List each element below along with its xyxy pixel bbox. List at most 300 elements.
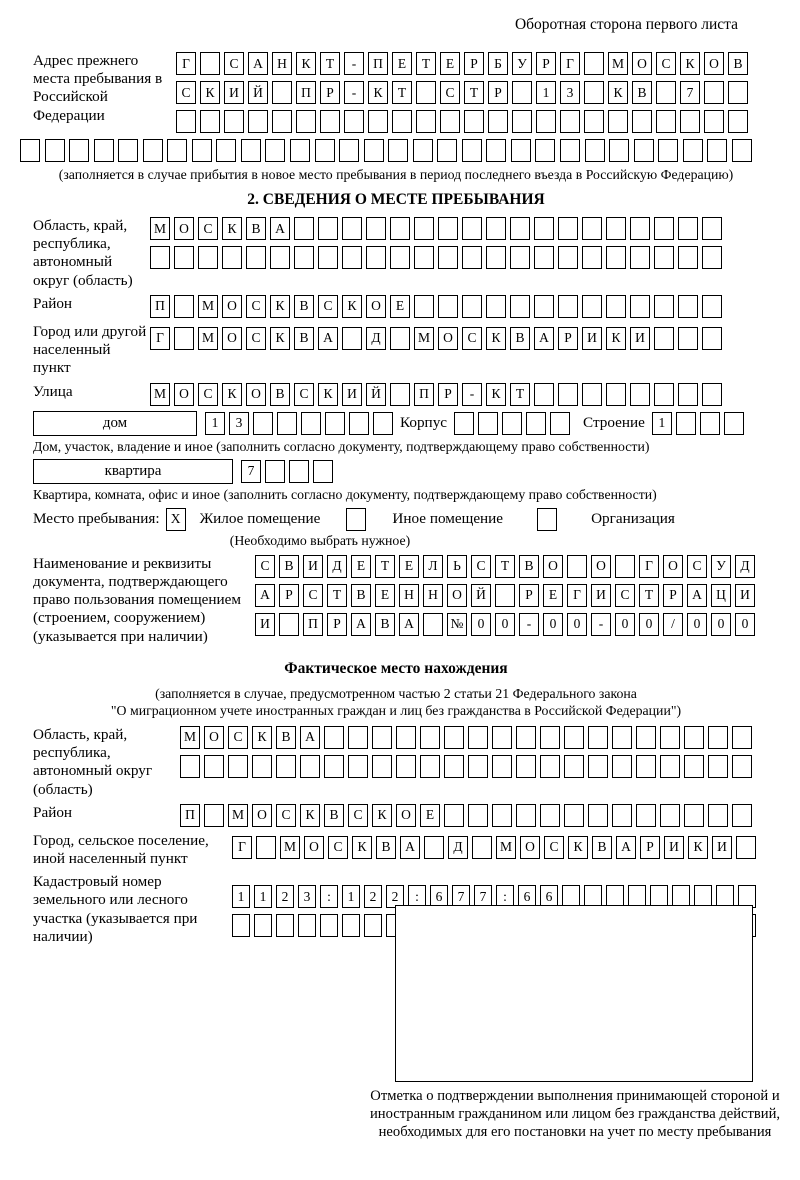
- char-box[interactable]: С: [246, 295, 266, 318]
- char-box[interactable]: А: [616, 836, 636, 859]
- char-box[interactable]: 3: [229, 412, 249, 435]
- char-box[interactable]: [315, 139, 335, 162]
- char-box[interactable]: Р: [519, 584, 539, 607]
- char-box[interactable]: И: [342, 383, 362, 406]
- char-box[interactable]: Т: [375, 555, 395, 578]
- char-box[interactable]: [516, 804, 536, 827]
- char-box[interactable]: И: [582, 327, 602, 350]
- char-box[interactable]: [564, 726, 584, 749]
- char-box[interactable]: [702, 246, 722, 269]
- char-box[interactable]: [510, 217, 530, 240]
- char-box[interactable]: С: [198, 217, 218, 240]
- char-box[interactable]: Р: [663, 584, 683, 607]
- char-box[interactable]: М: [180, 726, 200, 749]
- char-box[interactable]: А: [248, 52, 268, 75]
- char-box[interactable]: [420, 726, 440, 749]
- char-box[interactable]: Г: [150, 327, 170, 350]
- char-box[interactable]: [612, 804, 632, 827]
- char-box[interactable]: [318, 246, 338, 269]
- char-box[interactable]: С: [246, 327, 266, 350]
- char-box[interactable]: О: [447, 584, 467, 607]
- char-box[interactable]: [510, 295, 530, 318]
- char-box[interactable]: К: [300, 804, 320, 827]
- char-box[interactable]: Т: [495, 555, 515, 578]
- char-box[interactable]: [654, 217, 674, 240]
- oblast-row-1[interactable]: [150, 217, 722, 240]
- char-box[interactable]: 7: [241, 460, 261, 483]
- char-box[interactable]: [535, 139, 555, 162]
- char-box[interactable]: Р: [438, 383, 458, 406]
- char-box[interactable]: [488, 110, 508, 133]
- char-box[interactable]: [608, 110, 628, 133]
- factual-oblast-row-2[interactable]: [180, 755, 752, 778]
- char-box[interactable]: [342, 217, 362, 240]
- char-box[interactable]: [290, 139, 310, 162]
- char-box[interactable]: Й: [471, 584, 491, 607]
- char-box[interactable]: О: [663, 555, 683, 578]
- char-box[interactable]: О: [438, 327, 458, 350]
- char-box[interactable]: И: [735, 584, 755, 607]
- char-box[interactable]: [676, 412, 696, 435]
- char-box[interactable]: [612, 726, 632, 749]
- char-box[interactable]: И: [664, 836, 684, 859]
- char-box[interactable]: Д: [448, 836, 468, 859]
- char-box[interactable]: [468, 804, 488, 827]
- char-box[interactable]: 6: [518, 885, 536, 908]
- char-box[interactable]: [414, 217, 434, 240]
- char-box[interactable]: [630, 383, 650, 406]
- char-box[interactable]: К: [568, 836, 588, 859]
- char-box[interactable]: [534, 217, 554, 240]
- char-box[interactable]: Г: [176, 52, 196, 75]
- char-box[interactable]: [20, 139, 40, 162]
- prev-address-row-1[interactable]: [176, 52, 748, 75]
- char-box[interactable]: [174, 246, 194, 269]
- char-box[interactable]: С: [348, 804, 368, 827]
- char-box[interactable]: [289, 460, 309, 483]
- char-box[interactable]: Р: [320, 81, 340, 104]
- char-box[interactable]: [270, 246, 290, 269]
- char-box[interactable]: [276, 755, 296, 778]
- char-box[interactable]: М: [414, 327, 434, 350]
- char-box[interactable]: К: [252, 726, 272, 749]
- char-box[interactable]: 0: [735, 613, 755, 636]
- char-box[interactable]: 3: [560, 81, 580, 104]
- char-box[interactable]: [392, 110, 412, 133]
- char-box[interactable]: [632, 110, 652, 133]
- char-box[interactable]: [582, 217, 602, 240]
- char-box[interactable]: Р: [464, 52, 484, 75]
- char-box[interactable]: А: [351, 613, 371, 636]
- char-box[interactable]: -: [344, 52, 364, 75]
- char-box[interactable]: [630, 217, 650, 240]
- char-box[interactable]: [222, 246, 242, 269]
- char-box[interactable]: [636, 755, 656, 778]
- char-box[interactable]: С: [328, 836, 348, 859]
- char-box[interactable]: [502, 412, 522, 435]
- char-box[interactable]: [454, 412, 474, 435]
- char-box[interactable]: С: [303, 584, 323, 607]
- char-box[interactable]: [198, 246, 218, 269]
- char-box[interactable]: [396, 726, 416, 749]
- oblast-row-2[interactable]: [150, 246, 722, 269]
- char-box[interactable]: К: [342, 295, 362, 318]
- char-box[interactable]: [486, 139, 506, 162]
- char-box[interactable]: [416, 81, 436, 104]
- char-box[interactable]: И: [224, 81, 244, 104]
- char-box[interactable]: [464, 110, 484, 133]
- char-box[interactable]: [486, 217, 506, 240]
- char-box[interactable]: [300, 755, 320, 778]
- char-box[interactable]: [416, 110, 436, 133]
- char-box[interactable]: [252, 755, 272, 778]
- char-box[interactable]: [654, 383, 674, 406]
- char-box[interactable]: [584, 110, 604, 133]
- char-box[interactable]: [702, 327, 722, 350]
- char-box[interactable]: 6: [430, 885, 448, 908]
- char-box[interactable]: С: [198, 383, 218, 406]
- char-box[interactable]: [708, 726, 728, 749]
- char-box[interactable]: [678, 246, 698, 269]
- char-box[interactable]: [708, 755, 728, 778]
- char-box[interactable]: [364, 139, 384, 162]
- char-box[interactable]: [200, 110, 220, 133]
- char-box[interactable]: [320, 914, 338, 937]
- char-box[interactable]: [495, 584, 515, 607]
- char-box[interactable]: П: [180, 804, 200, 827]
- char-box[interactable]: М: [280, 836, 300, 859]
- char-box[interactable]: С: [656, 52, 676, 75]
- char-box[interactable]: В: [294, 327, 314, 350]
- char-box[interactable]: [656, 81, 676, 104]
- char-box[interactable]: В: [510, 327, 530, 350]
- char-box[interactable]: [704, 81, 724, 104]
- char-box[interactable]: [414, 246, 434, 269]
- char-box[interactable]: О: [252, 804, 272, 827]
- char-box[interactable]: [373, 412, 393, 435]
- char-box[interactable]: [368, 110, 388, 133]
- char-box[interactable]: О: [704, 52, 724, 75]
- char-box[interactable]: [660, 755, 680, 778]
- char-box[interactable]: [736, 836, 756, 859]
- char-box[interactable]: С: [440, 81, 460, 104]
- char-box[interactable]: [564, 755, 584, 778]
- stay-type-checkbox-organization[interactable]: [537, 508, 557, 531]
- char-box[interactable]: [192, 139, 212, 162]
- char-box[interactable]: [486, 246, 506, 269]
- char-box[interactable]: Т: [320, 52, 340, 75]
- char-box[interactable]: [486, 295, 506, 318]
- ulitsa-row[interactable]: [150, 383, 722, 406]
- char-box[interactable]: П: [368, 52, 388, 75]
- char-box[interactable]: [615, 555, 635, 578]
- char-box[interactable]: Е: [420, 804, 440, 827]
- char-box[interactable]: [512, 110, 532, 133]
- prev-address-overflow-row[interactable]: [20, 139, 752, 162]
- char-box[interactable]: [540, 755, 560, 778]
- char-box[interactable]: [318, 217, 338, 240]
- char-box[interactable]: К: [688, 836, 708, 859]
- char-box[interactable]: [660, 726, 680, 749]
- char-box[interactable]: [564, 804, 584, 827]
- char-box[interactable]: К: [222, 217, 242, 240]
- char-box[interactable]: С: [615, 584, 635, 607]
- char-box[interactable]: С: [544, 836, 564, 859]
- char-box[interactable]: 0: [495, 613, 515, 636]
- char-box[interactable]: К: [680, 52, 700, 75]
- char-box[interactable]: [612, 755, 632, 778]
- gorod-row[interactable]: [150, 327, 722, 350]
- char-box[interactable]: [224, 110, 244, 133]
- char-box[interactable]: [540, 804, 560, 827]
- char-box[interactable]: [324, 726, 344, 749]
- char-box[interactable]: [424, 836, 444, 859]
- char-box[interactable]: Д: [327, 555, 347, 578]
- char-box[interactable]: А: [318, 327, 338, 350]
- char-box[interactable]: [492, 726, 512, 749]
- char-box[interactable]: С: [294, 383, 314, 406]
- char-box[interactable]: [472, 836, 492, 859]
- char-box[interactable]: X: [166, 508, 186, 531]
- char-box[interactable]: В: [592, 836, 612, 859]
- char-box[interactable]: Е: [392, 52, 412, 75]
- char-box[interactable]: [423, 613, 443, 636]
- char-box[interactable]: [704, 110, 724, 133]
- char-box[interactable]: [348, 726, 368, 749]
- char-box[interactable]: 0: [711, 613, 731, 636]
- document-row-3[interactable]: [255, 613, 755, 636]
- char-box[interactable]: М: [198, 327, 218, 350]
- char-box[interactable]: [630, 246, 650, 269]
- char-box[interactable]: А: [270, 217, 290, 240]
- char-box[interactable]: [437, 139, 457, 162]
- char-box[interactable]: [492, 755, 512, 778]
- char-box[interactable]: [444, 726, 464, 749]
- char-box[interactable]: 7: [680, 81, 700, 104]
- char-box[interactable]: 0: [687, 613, 707, 636]
- char-box[interactable]: А: [687, 584, 707, 607]
- char-box[interactable]: [324, 755, 344, 778]
- char-box[interactable]: [296, 110, 316, 133]
- char-box[interactable]: [174, 327, 194, 350]
- char-box[interactable]: Т: [416, 52, 436, 75]
- char-box[interactable]: К: [368, 81, 388, 104]
- char-box[interactable]: С: [687, 555, 707, 578]
- char-box[interactable]: [732, 139, 752, 162]
- char-box[interactable]: Г: [232, 836, 252, 859]
- char-box[interactable]: Л: [423, 555, 443, 578]
- char-box[interactable]: [606, 383, 626, 406]
- char-box[interactable]: С: [471, 555, 491, 578]
- factual-gorod-row[interactable]: [232, 836, 756, 859]
- char-box[interactable]: К: [200, 81, 220, 104]
- char-box[interactable]: Т: [327, 584, 347, 607]
- char-box[interactable]: Р: [536, 52, 556, 75]
- char-box[interactable]: [118, 139, 138, 162]
- char-box[interactable]: В: [276, 726, 296, 749]
- char-box[interactable]: В: [246, 217, 266, 240]
- char-box[interactable]: [294, 217, 314, 240]
- char-box[interactable]: [468, 755, 488, 778]
- char-box[interactable]: [707, 139, 727, 162]
- char-box[interactable]: [582, 246, 602, 269]
- char-box[interactable]: У: [512, 52, 532, 75]
- char-box[interactable]: В: [324, 804, 344, 827]
- char-box[interactable]: [301, 412, 321, 435]
- char-box[interactable]: Р: [327, 613, 347, 636]
- char-box[interactable]: [636, 804, 656, 827]
- stay-type-checkbox-other[interactable]: [346, 508, 366, 531]
- char-box[interactable]: П: [150, 295, 170, 318]
- char-box[interactable]: [325, 412, 345, 435]
- char-box[interactable]: И: [630, 327, 650, 350]
- char-box[interactable]: [560, 139, 580, 162]
- char-box[interactable]: К: [270, 295, 290, 318]
- char-box[interactable]: [558, 246, 578, 269]
- char-box[interactable]: А: [300, 726, 320, 749]
- char-box[interactable]: [388, 139, 408, 162]
- char-box[interactable]: [684, 726, 704, 749]
- char-box[interactable]: [241, 139, 261, 162]
- char-box[interactable]: С: [176, 81, 196, 104]
- char-box[interactable]: [512, 81, 532, 104]
- char-box[interactable]: [534, 246, 554, 269]
- char-box[interactable]: [516, 755, 536, 778]
- char-box[interactable]: [390, 327, 410, 350]
- char-box[interactable]: [279, 613, 299, 636]
- char-box[interactable]: П: [296, 81, 316, 104]
- char-box[interactable]: [396, 755, 416, 778]
- char-box[interactable]: [654, 246, 674, 269]
- char-box[interactable]: 1: [254, 885, 272, 908]
- char-box[interactable]: [420, 755, 440, 778]
- char-box[interactable]: [180, 755, 200, 778]
- char-box[interactable]: [390, 383, 410, 406]
- char-box[interactable]: [683, 139, 703, 162]
- char-box[interactable]: Е: [399, 555, 419, 578]
- char-box[interactable]: Е: [543, 584, 563, 607]
- char-box[interactable]: [732, 726, 752, 749]
- stay-type-checkbox-dwelling[interactable]: [166, 508, 186, 531]
- char-box[interactable]: :: [496, 885, 514, 908]
- char-box[interactable]: Б: [488, 52, 508, 75]
- char-box[interactable]: К: [608, 81, 628, 104]
- char-box[interactable]: [567, 555, 587, 578]
- char-box[interactable]: :: [320, 885, 338, 908]
- char-box[interactable]: -: [519, 613, 539, 636]
- char-box[interactable]: У: [711, 555, 731, 578]
- char-box[interactable]: [372, 726, 392, 749]
- char-box[interactable]: Д: [735, 555, 755, 578]
- char-box[interactable]: [656, 110, 676, 133]
- char-box[interactable]: [339, 139, 359, 162]
- char-box[interactable]: [366, 217, 386, 240]
- char-box[interactable]: [462, 246, 482, 269]
- char-box[interactable]: [636, 726, 656, 749]
- char-box[interactable]: [724, 412, 744, 435]
- char-box[interactable]: [702, 217, 722, 240]
- char-box[interactable]: В: [270, 383, 290, 406]
- char-box[interactable]: К: [222, 383, 242, 406]
- char-box[interactable]: 0: [615, 613, 635, 636]
- char-box[interactable]: К: [318, 383, 338, 406]
- char-box[interactable]: И: [303, 555, 323, 578]
- char-box[interactable]: [678, 217, 698, 240]
- char-box[interactable]: С: [224, 52, 244, 75]
- char-box[interactable]: -: [591, 613, 611, 636]
- char-box[interactable]: Е: [351, 555, 371, 578]
- char-box[interactable]: 1: [205, 412, 225, 435]
- char-box[interactable]: С: [228, 726, 248, 749]
- char-box[interactable]: [700, 412, 720, 435]
- char-box[interactable]: №: [447, 613, 467, 636]
- char-box[interactable]: С: [276, 804, 296, 827]
- char-box[interactable]: [69, 139, 89, 162]
- char-box[interactable]: :: [408, 885, 426, 908]
- char-box[interactable]: Т: [392, 81, 412, 104]
- char-box[interactable]: К: [352, 836, 372, 859]
- char-box[interactable]: [684, 804, 704, 827]
- document-row-1[interactable]: [255, 555, 755, 578]
- char-box[interactable]: [654, 295, 674, 318]
- char-box[interactable]: [728, 81, 748, 104]
- char-box[interactable]: 7: [452, 885, 470, 908]
- char-box[interactable]: [272, 81, 292, 104]
- char-box[interactable]: 6: [540, 885, 558, 908]
- char-box[interactable]: Г: [567, 584, 587, 607]
- char-box[interactable]: [584, 81, 604, 104]
- char-box[interactable]: Т: [464, 81, 484, 104]
- char-box[interactable]: [678, 295, 698, 318]
- char-box[interactable]: 1: [342, 885, 360, 908]
- char-box[interactable]: [372, 755, 392, 778]
- char-box[interactable]: [708, 804, 728, 827]
- char-box[interactable]: [167, 139, 187, 162]
- char-box[interactable]: [438, 217, 458, 240]
- char-box[interactable]: [678, 327, 698, 350]
- char-box[interactable]: -: [462, 383, 482, 406]
- char-box[interactable]: [150, 246, 170, 269]
- char-box[interactable]: В: [632, 81, 652, 104]
- char-box[interactable]: 2: [276, 885, 294, 908]
- char-box[interactable]: В: [375, 613, 395, 636]
- char-box[interactable]: О: [520, 836, 540, 859]
- char-box[interactable]: Н: [423, 584, 443, 607]
- char-box[interactable]: 0: [543, 613, 563, 636]
- char-box[interactable]: Н: [399, 584, 419, 607]
- char-box[interactable]: А: [399, 613, 419, 636]
- stroenie-row[interactable]: [652, 412, 744, 435]
- char-box[interactable]: П: [414, 383, 434, 406]
- char-box[interactable]: -: [344, 81, 364, 104]
- char-box[interactable]: Р: [640, 836, 660, 859]
- char-box[interactable]: [390, 217, 410, 240]
- char-box[interactable]: [344, 110, 364, 133]
- char-box[interactable]: О: [174, 383, 194, 406]
- char-box[interactable]: [526, 412, 546, 435]
- char-box[interactable]: [550, 412, 570, 435]
- char-box[interactable]: О: [543, 555, 563, 578]
- prev-address-row-3[interactable]: [176, 110, 748, 133]
- char-box[interactable]: М: [198, 295, 218, 318]
- char-box[interactable]: О: [366, 295, 386, 318]
- char-box[interactable]: [684, 755, 704, 778]
- char-box[interactable]: [634, 139, 654, 162]
- char-box[interactable]: [272, 110, 292, 133]
- char-box[interactable]: [680, 110, 700, 133]
- char-box[interactable]: [462, 217, 482, 240]
- char-box[interactable]: О: [222, 295, 242, 318]
